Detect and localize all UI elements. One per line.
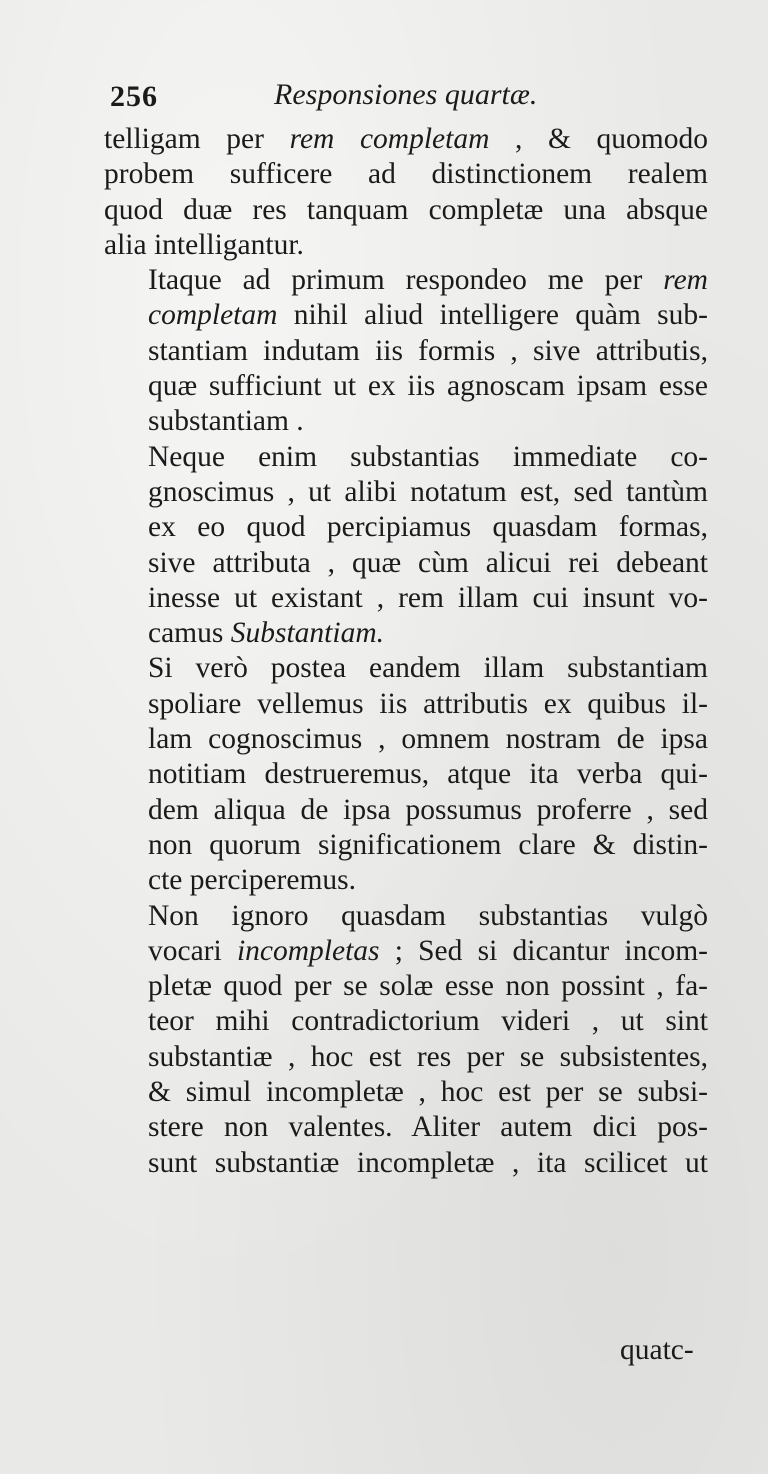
text-segment: stantiam indutam iis formis , sive attributis, <box>148 334 708 367</box>
text-segment: gnoscimus , ut alibi notatum est, sed tantùm <box>148 475 708 508</box>
text-line <box>104 228 708 263</box>
text-segment: non quorum significationem clare & distin- <box>148 828 708 861</box>
text-line <box>104 510 708 545</box>
text-line <box>104 969 708 1004</box>
text-segment: lam cognoscimus , omnem nostram de ipsa <box>148 723 708 756</box>
italic-text: incompletas <box>236 934 380 967</box>
text-line <box>104 122 708 157</box>
italic-text: rem <box>663 264 708 297</box>
paragraph <box>104 651 708 898</box>
italic-text: completam <box>148 299 278 332</box>
text-line <box>104 1040 708 1075</box>
text-segment: alia intelligantur. <box>104 228 304 261</box>
text-line <box>104 1146 708 1181</box>
paragraph <box>104 899 708 1181</box>
text-line <box>104 263 708 298</box>
text-segment: Si verò postea eandem illam substantiam <box>148 652 708 685</box>
text-line <box>104 687 708 722</box>
page-number: 256 <box>110 80 158 113</box>
text-segment: inesse ut existant , rem illam cui insunt vo- <box>148 581 708 614</box>
text-line <box>104 863 708 898</box>
text-segment: pletæ quod per se solæ esse non possint , fa- <box>148 970 708 1003</box>
text-segment: , & quomodo <box>489 123 708 155</box>
text-line <box>104 157 708 192</box>
text-segment: Non ignoro quasdam substantias vulgò <box>148 899 708 932</box>
text-segment: stere non valentes. Aliter autem dici pos- <box>148 1111 708 1144</box>
text-line <box>104 1004 708 1039</box>
text-line <box>104 475 708 510</box>
text-segment: ; Sed si dicantur incom- <box>379 934 708 967</box>
text-segment: quæ sufficiunt ut ex iis agnoscam ipsam esse <box>148 370 708 403</box>
text-line <box>104 934 708 969</box>
running-head: Responsiones quartæ. <box>274 78 538 111</box>
text-line <box>104 404 708 439</box>
text-segment: sunt substantiæ incompletæ , ita scilicet ut <box>148 1146 708 1179</box>
text-line <box>104 651 708 686</box>
paragraph <box>104 122 708 263</box>
text-line <box>104 899 708 934</box>
text-segment: substantiæ , hoc est res per se subsistentes, <box>148 1040 708 1073</box>
text-line <box>104 581 708 616</box>
text-segment: notitiam destrueremus, atque ita verba qui- <box>148 758 708 791</box>
text-segment: substantiam . <box>148 405 304 438</box>
text-line <box>104 369 708 404</box>
body-text <box>104 122 708 1181</box>
text-segment: quod duæ res tanquam completæ una absque <box>104 193 708 226</box>
text-segment: Neque enim substantias immediate co- <box>148 440 708 473</box>
page-header <box>106 76 706 120</box>
text-line <box>104 757 708 792</box>
text-segment: cte perciperemus. <box>148 864 357 897</box>
text-segment: telligam per <box>104 123 290 155</box>
text-line <box>104 334 708 369</box>
text-line <box>104 1075 708 1110</box>
text-segment: probem sufficere ad distinctionem realem <box>104 158 708 191</box>
text-segment: & simul incompletæ , hoc est per se subsi- <box>148 1076 708 1109</box>
text-segment: dem aliqua de ipsa possumus proferre , sed <box>148 793 708 826</box>
text-line <box>104 546 708 581</box>
paragraph <box>104 263 708 439</box>
text-segment: sive attributa , quæ cùm alicui rei debeant <box>148 546 708 579</box>
italic-text: rem completam <box>289 123 490 155</box>
text-line <box>104 828 708 863</box>
text-segment: nihil aliud intelligere quàm sub- <box>277 299 708 332</box>
italic-text: Substantiam. <box>230 617 384 650</box>
text-segment: vocari <box>148 934 237 967</box>
text-line <box>104 793 708 828</box>
text-line <box>104 722 708 757</box>
text-line <box>104 193 708 228</box>
text-segment: ex eo quod percipiamus quasdam formas, <box>148 511 708 544</box>
text-line <box>104 1110 708 1145</box>
text-line <box>104 298 708 333</box>
text-segment: spoliare vellemus iis attributis ex quibus il- <box>148 687 708 720</box>
text-segment: teor mihi contradictorium videri , ut sint <box>148 1005 708 1038</box>
text-segment: camus <box>148 617 231 650</box>
text-line <box>104 616 708 651</box>
text-segment: Itaque ad primum respondeo me per <box>148 264 664 297</box>
catchword: quatc- <box>620 1334 694 1366</box>
paragraph <box>104 440 708 652</box>
text-line <box>104 440 708 475</box>
